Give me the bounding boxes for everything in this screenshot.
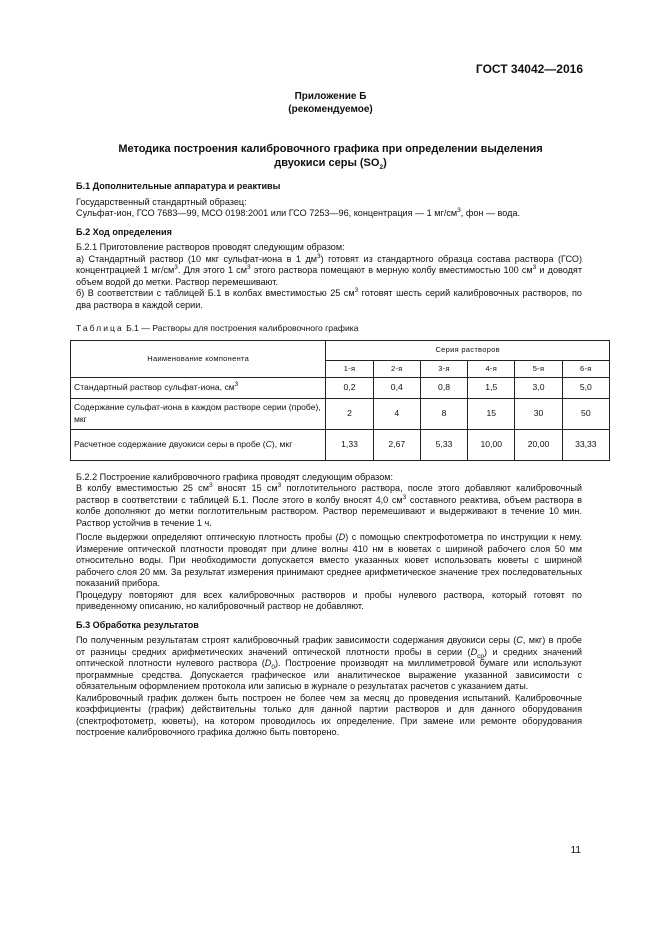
paragraph: Б.2.1 Приготовление растворов проводят следующим образом: — [76, 242, 345, 252]
table-cell: 2,67 — [373, 429, 420, 460]
method-title-line2: двуокиси серы $(SO_2)$ — [274, 157, 387, 172]
table-row — [71, 377, 610, 398]
section-heading-b2: Б.2 Ход определения — [76, 226, 172, 237]
method-title-line1: Методика построения калибровочного графика при определении выделения — [118, 143, 543, 155]
table-cell: 1,33 — [326, 429, 373, 460]
series-header: 6-я — [562, 360, 609, 377]
paragraph: а) Стандартный раствор (10 мкг сульфат-иона в 1 $дм^3$) готовят из стандартного образца состава раствора (ГСО) концентрацией 1 $мг/см^3$. Для этого 1 $см^3$ этого раствора помещают в мерную колбу вместимостью 100 $см^3$ и доводят объем водой до метки. Раствор перемешивают. — [76, 252, 583, 287]
table-cell: 0,2 — [326, 377, 373, 398]
section-heading-b3: Б.3 Обработка результатов — [76, 619, 199, 630]
row-label: Стандартный раствор сульфат-иона, $см^3$ — [71, 377, 326, 398]
table-caption: Таблица Б.1 — Растворы для построения калибровочного графика — [76, 323, 359, 333]
table-cell: 15 — [468, 398, 515, 429]
paragraph: В колбу вместимостью 25 $см^3$ вносят 15 $см^3$ поглотительного раствора, после этого добавляют калибровочный раствор в соответствии с таблицей Б.1. После этого в колбу вносят 4,0 $см^3$ составного реактива, объем раствора в колбе дополняют до метки поглотительным раствором. Раствор перемешивают и выдерживают в течение 10 мин. Раствор устойчив в течение 1 ч. — [76, 481, 583, 528]
table-row — [71, 429, 610, 460]
method-title — [80, 142, 581, 170]
paragraph: Б.2.2 Построение калибровочного графика проводят следующим образом: — [76, 471, 394, 482]
table-cell: 33,33 — [562, 429, 609, 460]
section-heading-b1: Б.1 Дополнительные аппаратура и реактивы — [76, 181, 281, 191]
paragraph: б) В соответствии с таблицей Б.1 в колбах вместимостью 25 $см^3$ готовят шесть серий калибровочных растворов, по два раствора в каждой серии. — [76, 286, 582, 310]
table-cell: 10,00 — [468, 429, 515, 460]
paragraph: Государственный стандартный образец: — [76, 196, 247, 207]
document-body — [74, 181, 597, 739]
table-cell: 5,33 — [420, 429, 467, 460]
table-cell: 50 — [562, 398, 609, 429]
table-cell: 0,8 — [420, 377, 467, 398]
table-cell: 30 — [515, 398, 562, 429]
annex-status: (рекомендуемое) — [288, 104, 373, 115]
column-header-series: Серия растворов — [326, 340, 610, 360]
paragraph: По полученным результатам строят калибровочный график зависимости содержания двуокиси серы (C, мкг) в пробе от разницы средних арифметических значений оптической плотности пробы в серии $(D_{ср})$ и средних значений оптической плотности нулевого раствора $(D_0)$. Построение производят на миллиметровой бумаге или используют программные средства. Допускается графическое или аналитическое выражение указанной зависимости с обязательным оформлением протокола или записью в журнале о результатах расчетов с указанием даты. — [76, 635, 582, 691]
paragraph: После выдержки определяют оптическую плотность пробы (D) с помощью спектрофотометра по инструкции к нему. Измерение оптической плотности проводят при длине волны 410 нм в кюветах с шириной рабочего слоя 50 мм относительно воды. При необходимости допускается вместо указанных кювет использовать кюветы с шириной рабочего слоя 20 мм. За результат измерения принимают среднее арифметическое значение трех последовательных показаний прибора. — [76, 532, 583, 588]
column-header-name: Наименование компонента — [71, 340, 326, 377]
row-label: Содержание сульфат-иона в каждом растворе серии (пробе), мкг — [71, 398, 326, 429]
table-b1 — [70, 340, 610, 461]
series-header: 4-я — [468, 360, 515, 377]
table-cell: 2 — [326, 398, 373, 429]
paragraph: Сульфат-ион, ГСО 7683—99, МСО 0198:2001 или ГСО 7253—96, концентрация — 1 $мг/см^3$, фон — вода. — [76, 206, 521, 218]
table-cell: 20,00 — [515, 429, 562, 460]
row-label: Расчетное содержание двуокиси серы в пробе (C), мкг — [71, 429, 326, 460]
table-cell: 1,5 — [468, 377, 515, 398]
paragraph: Процедуру повторяют для всех калибровочных растворов и пробы нулевого раствора, который готовят по приведенному описанию, но калибровочный раствор не добавляют. — [76, 589, 582, 611]
standard-number: ГОСТ 34042—2016 — [475, 62, 583, 76]
table-cell: 3,0 — [515, 377, 562, 398]
series-header: 5-я — [515, 360, 562, 377]
table-row — [71, 398, 610, 429]
table-cell: 5,0 — [562, 377, 609, 398]
series-header: 1-я — [326, 360, 373, 377]
series-header: 2-я — [373, 360, 420, 377]
table-header-row — [71, 340, 610, 360]
table-cell: 4 — [373, 398, 420, 429]
table-cell: 8 — [420, 398, 467, 429]
annex-title: Приложение Б — [294, 91, 367, 102]
paragraph: Калибровочный график должен быть построен не более чем за месяц до проведения испытаний. Калибровочные коэффициенты (график) действительны только для данной партии растворов и для данного оборудования (спектрофотометр, кюветы), на котором проводилось их определение. При замене или ремонте оборудования построение калибровочного графика должно быть повторено. — [76, 692, 582, 737]
series-header: 3-я — [420, 360, 467, 377]
page-number: 11 — [570, 845, 581, 856]
table-cell: 0,4 — [373, 377, 420, 398]
